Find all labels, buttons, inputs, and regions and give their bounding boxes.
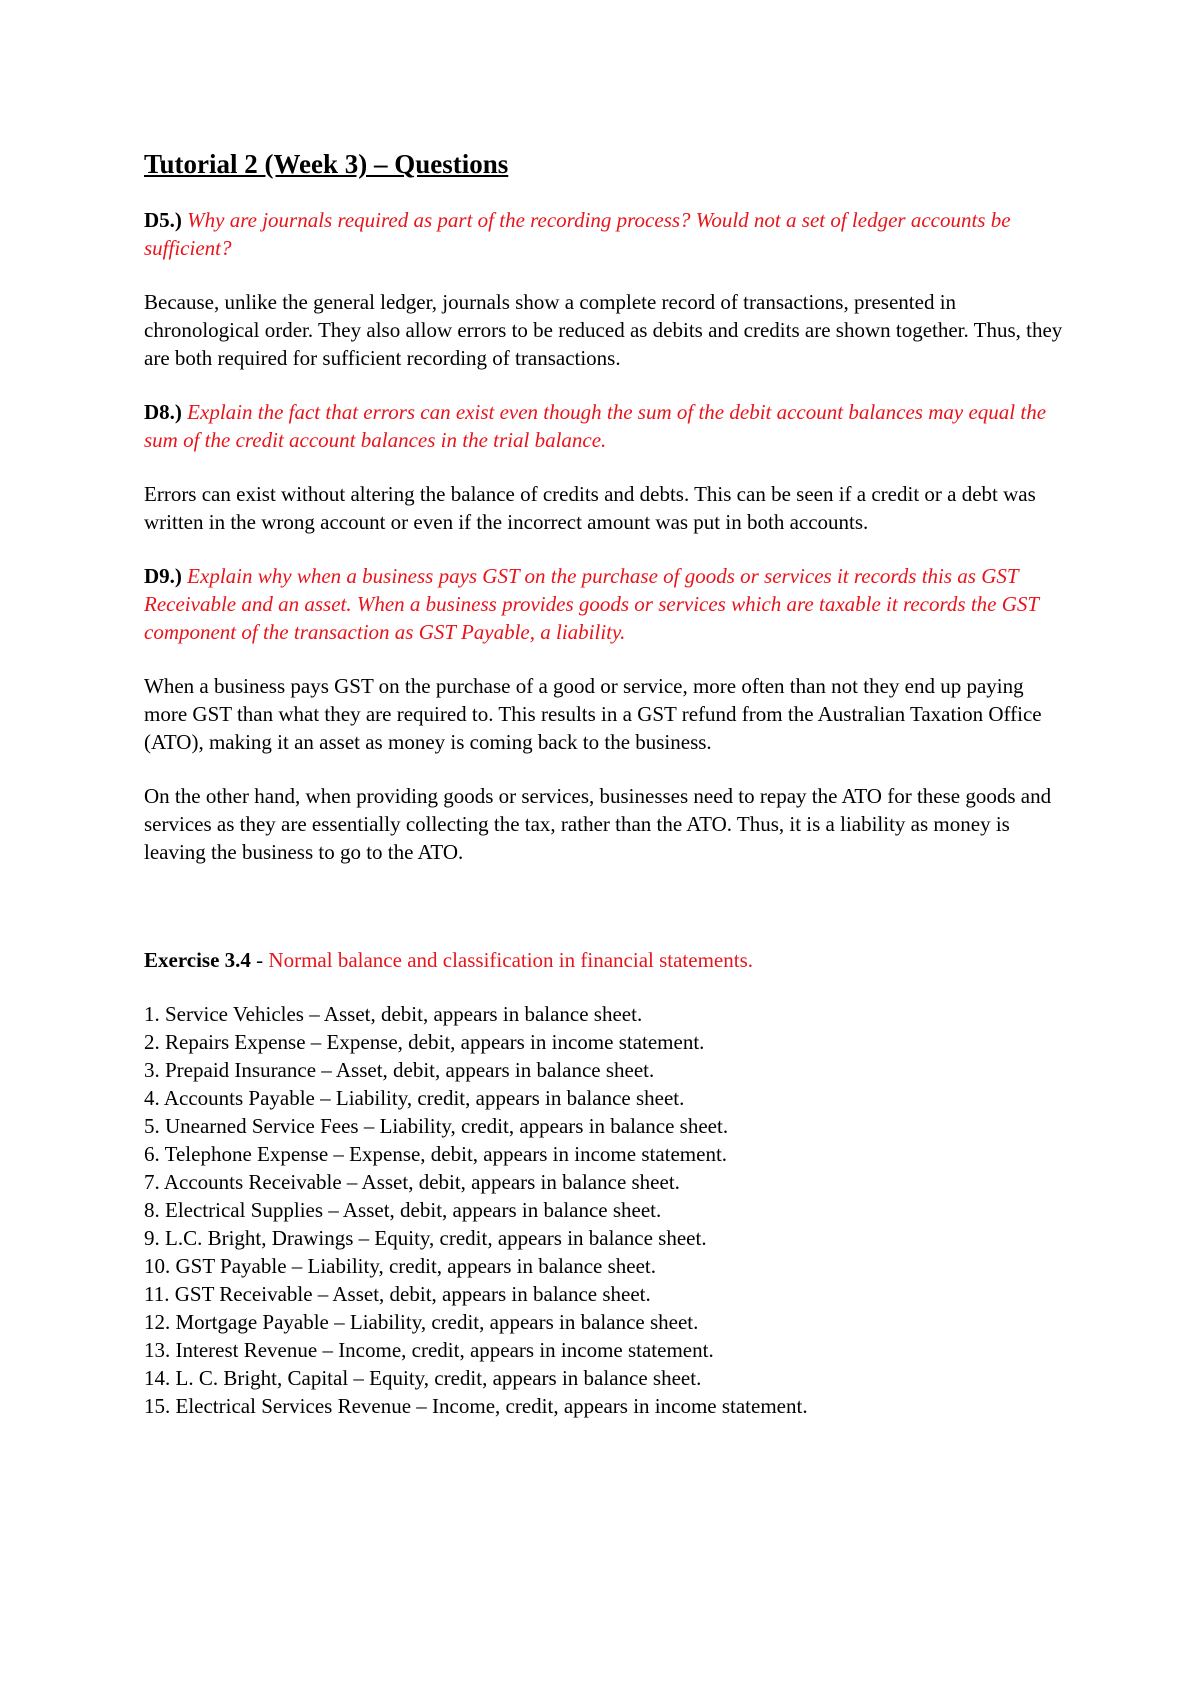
answer-paragraph: Because, unlike the general ledger, journals show a complete record of transactions, presented in chronological order. They also allow errors to be reduced as debits and credits are shown together. Thus, they are both required for sufficient recording of transactions. bbox=[144, 290, 1063, 370]
exercise-number: Exercise 3.4 bbox=[144, 948, 251, 972]
list-item: 2. Repairs Expense – Expense, debit, appears in income statement. bbox=[144, 1030, 705, 1054]
list-item: 7. Accounts Receivable – Asset, debit, appears in balance sheet. bbox=[144, 1170, 680, 1194]
list-item: 12. Mortgage Payable – Liability, credit, appears in balance sheet. bbox=[144, 1310, 699, 1334]
answer-paragraph: On the other hand, when providing goods or services, businesses need to repay the ATO for these goods and services as they are essentially collecting the tax, rather than the ATO. Thus, it is a liability as money is leaving the business to go to the ATO. bbox=[144, 784, 1052, 864]
list-item: 4. Accounts Payable – Liability, credit, appears in balance sheet. bbox=[144, 1086, 685, 1110]
list-item: 9. L.C. Bright, Drawings – Equity, credit, appears in balance sheet. bbox=[144, 1226, 707, 1250]
exercise-title: Normal balance and classification in financial statements. bbox=[268, 948, 753, 972]
question-number: D8.) bbox=[144, 400, 182, 424]
list-item: 10. GST Payable – Liability, credit, appears in balance sheet. bbox=[144, 1254, 657, 1278]
question-text: Explain why when a business pays GST on the purchase of goods or services it records this as GST Receivable and an asset. When a business provides goods or services which are taxable it records the GST component of the transaction as GST Payable, a liability. bbox=[144, 564, 1039, 644]
question-d9 bbox=[144, 562, 1064, 646]
exercise-answer-list bbox=[144, 1000, 1064, 1420]
list-item: 11. GST Receivable – Asset, debit, appears in balance sheet. bbox=[144, 1282, 651, 1306]
list-item: 5. Unearned Service Fees – Liability, credit, appears in balance sheet. bbox=[144, 1114, 729, 1138]
list-item: 15. Electrical Services Revenue – Income, credit, appears in income statement. bbox=[144, 1394, 808, 1418]
question-d8 bbox=[144, 398, 1064, 454]
exercise-heading bbox=[144, 946, 1064, 974]
list-item: 8. Electrical Supplies – Asset, debit, appears in balance sheet. bbox=[144, 1198, 662, 1222]
section-spacer bbox=[144, 892, 1064, 946]
question-number: D9.) bbox=[144, 564, 182, 588]
question-d5 bbox=[144, 206, 1064, 262]
answer-paragraph: Errors can exist without altering the balance of credits and debts. This can be seen if a credit or a debt was written in the wrong account or even if the incorrect amount was put in both accounts. bbox=[144, 482, 1036, 534]
list-item: 3. Prepaid Insurance – Asset, debit, appears in balance sheet. bbox=[144, 1058, 655, 1082]
answer-paragraph: When a business pays GST on the purchase of a good or service, more often than not they end up paying more GST than what they are required to. This results in a GST refund from the Australian Taxation Office (ATO), making it an asset as money is coming back to the business. bbox=[144, 674, 1042, 754]
question-number: D5.) bbox=[144, 208, 182, 232]
list-item: 6. Telephone Expense – Expense, debit, appears in income statement. bbox=[144, 1142, 728, 1166]
question-text: Explain the fact that errors can exist even though the sum of the debit account balances may equal the sum of the credit account balances in the trial balance. bbox=[144, 400, 1047, 452]
list-item: 14. L. C. Bright, Capital – Equity, credit, appears in balance sheet. bbox=[144, 1366, 702, 1390]
page-title: Tutorial 2 (Week 3) – Questions bbox=[144, 149, 509, 179]
question-text: Why are journals required as part of the recording process? Would not a set of ledger accounts be sufficient? bbox=[144, 208, 1011, 260]
list-item: 1. Service Vehicles – Asset, debit, appears in balance sheet. bbox=[144, 1002, 643, 1026]
list-item: 13. Interest Revenue – Income, credit, appears in income statement. bbox=[144, 1338, 714, 1362]
document-page bbox=[144, 148, 1064, 1420]
exercise-separator: - bbox=[250, 948, 269, 972]
